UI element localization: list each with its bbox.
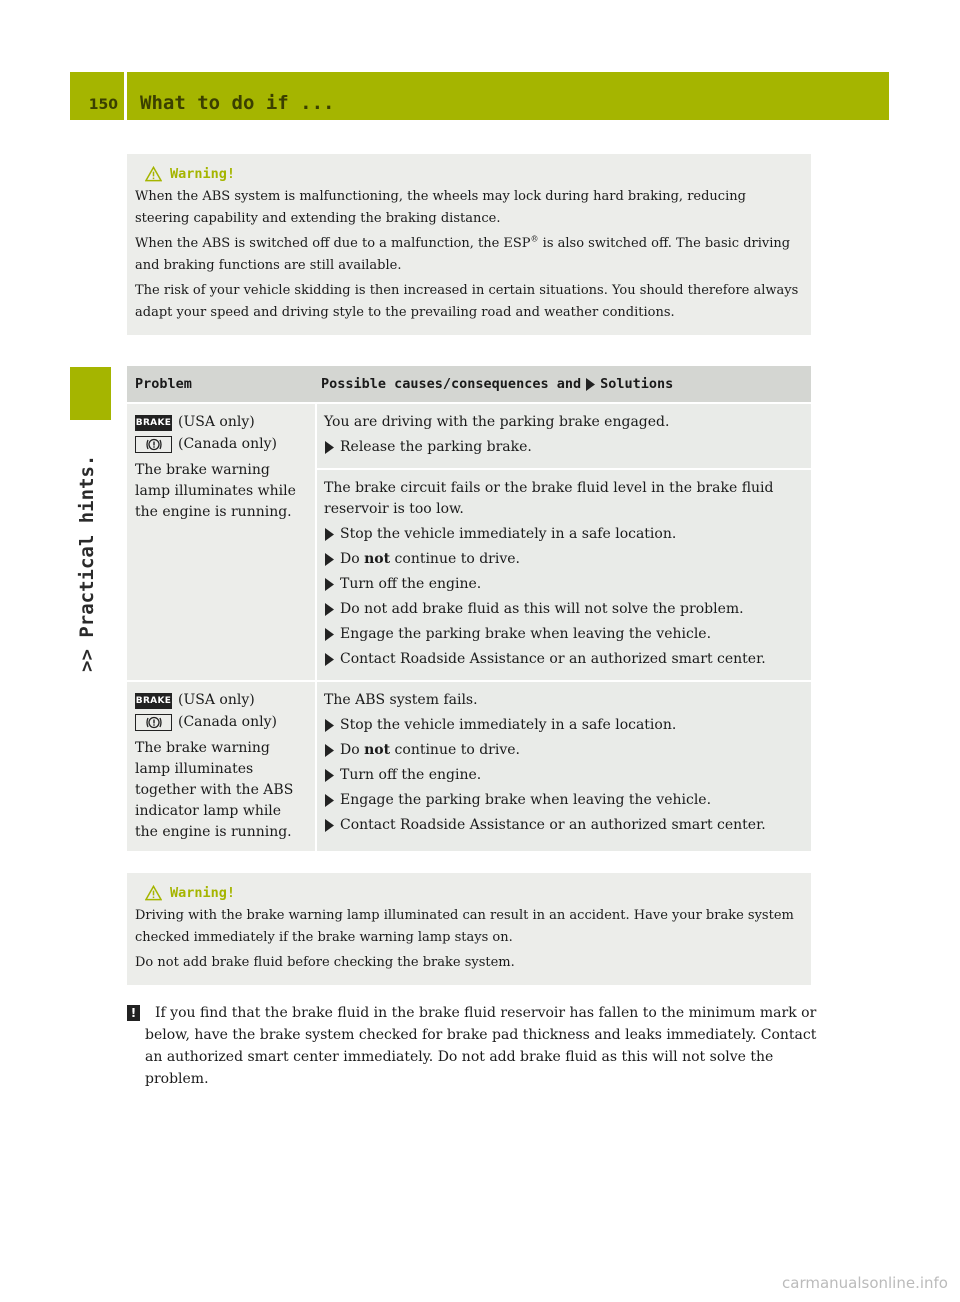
warning-triangle-icon <box>145 166 162 182</box>
table-row <box>127 680 811 851</box>
section-title: What to do if ... <box>140 92 335 114</box>
warning-triangle-icon <box>145 885 162 901</box>
cause-text: You are driving with the parking brake engaged. <box>324 414 670 430</box>
exclamation-icon: ! <box>127 1005 140 1021</box>
region-label: (USA only) <box>178 414 255 430</box>
warning-heading <box>135 882 803 904</box>
warning-text: Do not add brake fluid before checking the brake system. <box>135 955 515 970</box>
cause-cell <box>317 682 811 851</box>
arrow-icon <box>324 553 335 566</box>
cause-text: The ABS system fails. <box>324 692 478 708</box>
column-header-problem: Problem <box>135 376 192 392</box>
solution-step: Turn off the engine. <box>324 574 805 595</box>
solutions-column <box>315 404 811 680</box>
solution-step: Turn off the engine. <box>324 765 805 786</box>
region-label: (USA only) <box>178 692 255 708</box>
warning-box-abs <box>127 154 811 335</box>
region-label: (Canada only) <box>178 436 277 452</box>
warning-title: Warning! <box>170 166 236 182</box>
warning-title: Warning! <box>170 885 236 901</box>
problem-cell <box>127 682 315 851</box>
problem-solution-table <box>127 366 811 851</box>
arrow-icon <box>324 578 335 591</box>
arrow-icon <box>324 653 335 666</box>
warning-text: The risk of your vehicle skidding is then increased in certain situations. You should therefore always adapt your speed and driving style to the prevailing road and weather conditions. <box>135 283 799 320</box>
arrow-icon <box>324 819 335 832</box>
region-label: (Canada only) <box>178 714 277 730</box>
arrow-icon <box>324 441 335 454</box>
cause-text: The brake circuit fails or the brake fluid level in the brake fluid reservoir is too low. <box>324 480 774 517</box>
brake-circle-icon <box>135 436 172 453</box>
warning-text: Driving with the brake warning lamp illuminated can result in an accident. Have your brake system checked immediately if the brake warning lamp stays on. <box>135 908 794 945</box>
brake-warning-icon: BRAKE <box>135 415 172 431</box>
problem-description: The brake warning lamp illuminates while the engine is running. <box>135 462 296 520</box>
page-number-box <box>70 72 124 120</box>
solution-step: Engage the parking brake when leaving the vehicle. <box>324 790 805 811</box>
solution-step: Release the parking brake. <box>324 437 805 458</box>
watermark: carmanualsonline.info <box>782 1274 948 1292</box>
solution-step: Contact Roadside Assistance or an authorized smart center. <box>324 815 805 836</box>
arrow-icon <box>324 744 335 757</box>
solutions-column <box>315 682 811 851</box>
cause-cell <box>317 468 811 680</box>
solution-step: Do not continue to drive. <box>324 549 805 570</box>
arrow-icon <box>324 528 335 541</box>
note-block <box>127 1002 817 1090</box>
warning-heading <box>135 163 803 185</box>
column-header-solutions: Possible causes/consequences and Solutions <box>321 376 674 392</box>
warning-box-brake-lamp <box>127 873 811 985</box>
solution-step: Do not add brake fluid as this will not solve the problem. <box>324 599 805 620</box>
problem-description: The brake warning lamp illuminates together with the ABS indicator lamp while the engine is running. <box>135 740 294 840</box>
brake-circle-icon <box>135 714 172 731</box>
arrow-icon <box>324 628 335 641</box>
table-header <box>127 366 811 402</box>
warning-text: When the ABS is switched off due to a malfunction, the ESP® is also switched off. The basic driving and braking functions are still available. <box>135 234 791 273</box>
page-number: 150 <box>88 97 118 113</box>
arrow-icon <box>324 794 335 807</box>
chapter-label: >> Practical hints. <box>76 454 98 672</box>
chapter-tab <box>70 367 111 420</box>
note-text: If you find that the brake fluid in the brake fluid reservoir has fallen to the minimum mark or below, have the brake system checked for brake pad thickness and leaks immediately. Contact an authorized smart center immediately. Do not add brake fluid as this will not solve the problem. <box>145 1005 817 1087</box>
table-row <box>127 402 811 680</box>
section-header <box>127 72 889 120</box>
cause-cell <box>317 404 811 468</box>
solution-step: Stop the vehicle immediately in a safe location. <box>324 524 805 545</box>
problem-cell <box>127 404 315 680</box>
arrow-icon <box>585 378 596 391</box>
arrow-icon <box>324 769 335 782</box>
solution-step: Stop the vehicle immediately in a safe location. <box>324 715 805 736</box>
arrow-icon <box>324 603 335 616</box>
solution-step: Contact Roadside Assistance or an authorized smart center. <box>324 649 805 670</box>
warning-text: When the ABS system is malfunctioning, the wheels may lock during hard braking, reducing steering capability and extending the braking distance. <box>135 189 746 226</box>
arrow-icon <box>324 719 335 732</box>
solution-step: Engage the parking brake when leaving the vehicle. <box>324 624 805 645</box>
brake-warning-icon: BRAKE <box>135 693 172 709</box>
solution-step: Do not continue to drive. <box>324 740 805 761</box>
